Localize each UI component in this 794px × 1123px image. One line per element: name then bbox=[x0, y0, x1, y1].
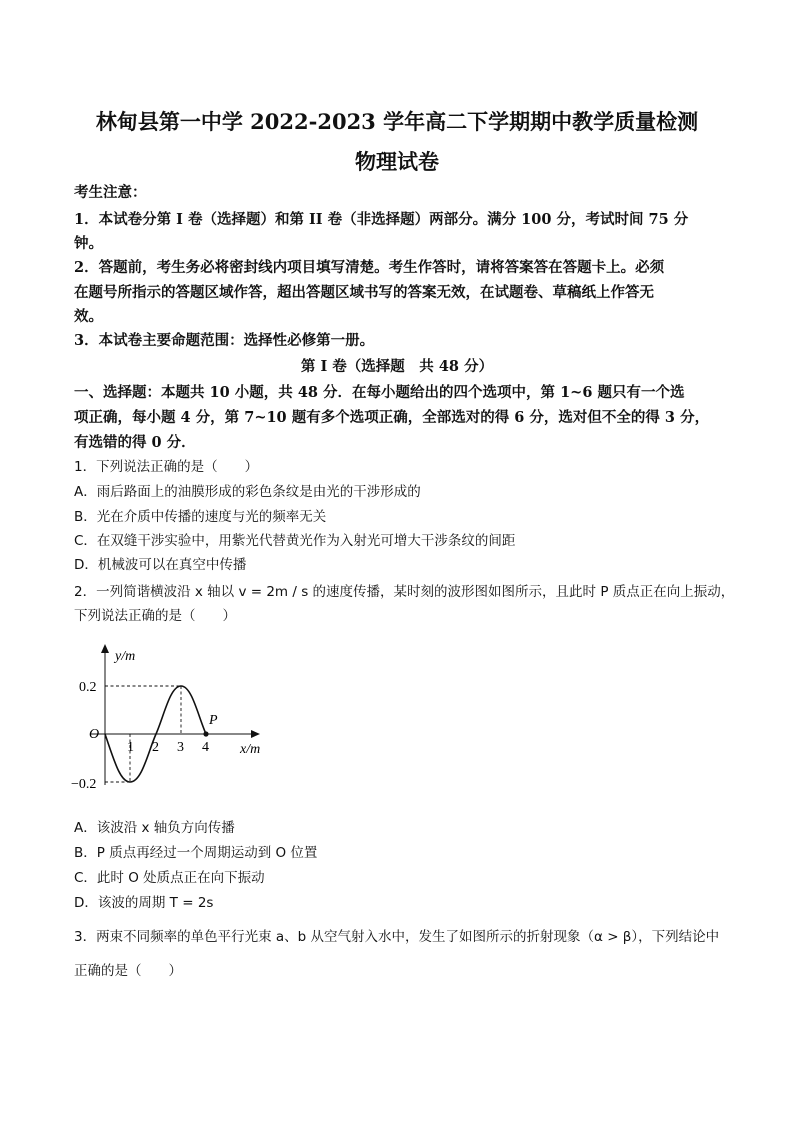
notice-line: 3．本试卷主要命题范围：选择性必修第一册。 bbox=[74, 332, 375, 349]
section-instructions: 一、选择题：本题共 10 小题，共 48 分．在每小题给出的四个选项中，第 1~6 题只有一个选 bbox=[74, 384, 685, 401]
origin-label: O bbox=[89, 727, 100, 742]
question-1-stem: 1．下列说法正确的是（ ） bbox=[74, 459, 259, 475]
x-tick-label: 4 bbox=[202, 740, 209, 755]
notice-heading: 考生注意： bbox=[74, 184, 147, 201]
notice-line: 2．答题前，考生务必将密封线内项目填写清楚。考生作答时，请将答案答在答题卡上。必须 bbox=[74, 259, 665, 276]
question-1-option-c: C．在双缝干涉实验中，用紫光代替黄光作为入射光可增大干涉条纹的间距 bbox=[74, 533, 516, 549]
x-tick-label: 1 bbox=[127, 740, 134, 755]
notice-line: 效。 bbox=[74, 308, 103, 325]
x-axis-label: x/m bbox=[240, 742, 261, 757]
question-2-option-d: D．该波的周期 T = 2s bbox=[74, 895, 214, 911]
question-1-option-d: D．机械波可以在真空中传播 bbox=[74, 557, 247, 573]
section-instructions: 项正确，每小题 4 分，第 7~10 题有多个选项正确，全部选对的得 6 分，选对但不全的得 3 分， bbox=[74, 409, 710, 426]
y-axis-arrow bbox=[101, 644, 109, 653]
x-axis-arrow bbox=[251, 730, 260, 738]
question-3-stem: 正确的是（ ） bbox=[74, 963, 182, 979]
x-tick-label: 2 bbox=[152, 740, 159, 755]
point-p-label: P bbox=[209, 713, 218, 728]
wave-figure bbox=[70, 640, 280, 805]
question-2-option-b: B．P 质点再经过一个周期运动到 O 位置 bbox=[74, 845, 318, 861]
notice-line: 钟。 bbox=[74, 235, 103, 252]
section-instructions: 有选错的得 0 分． bbox=[74, 434, 196, 451]
question-2-stem: 2．一列简谐横波沿 x 轴以 v = 2m / s 的速度传播，某时刻的波形图如图所示，且此时 P 质点正在向上振动， bbox=[74, 584, 735, 600]
question-1-option-a: A．雨后路面上的油膜形成的彩色条纹是由光的干涉形成的 bbox=[74, 484, 421, 500]
notice-line: 1．本试卷分第 I 卷（选择题）和第 II 卷（非选择题）两部分。满分 100 分，考试时间 75 分 bbox=[74, 211, 689, 228]
y-tick-label: −0.2 bbox=[71, 777, 97, 792]
y-axis-label: y/m bbox=[115, 649, 136, 664]
question-2-option-a: A．该波沿 x 轴负方向传播 bbox=[74, 820, 235, 836]
y-tick-label: 0.2 bbox=[79, 680, 97, 695]
x-tick-label: 3 bbox=[177, 740, 184, 755]
question-3-stem: 3．两束不同频率的单色平行光束 a、b 从空气射入水中，发生了如图所示的折射现象（α > β），下列结论中 bbox=[74, 929, 720, 945]
notice-line: 在题号所指示的答题区域作答，超出答题区域书写的答案无效，在试题卷、草稿纸上作答无 bbox=[74, 284, 654, 301]
question-2-option-c: C．此时 O 处质点正在向下振动 bbox=[74, 870, 265, 886]
exam-subtitle: 物理试卷 bbox=[355, 149, 439, 174]
point-p-marker bbox=[203, 731, 208, 736]
question-1-option-b: B．光在介质中传播的速度与光的频率无关 bbox=[74, 509, 327, 525]
section-title: 第 I 卷（选择题 共 48 分） bbox=[300, 358, 494, 375]
exam-title: 林甸县第一中学 2022-2023 学年高二下学期期中教学质量检测 bbox=[95, 109, 699, 134]
question-2-stem: 下列说法正确的是（ ） bbox=[74, 608, 236, 624]
